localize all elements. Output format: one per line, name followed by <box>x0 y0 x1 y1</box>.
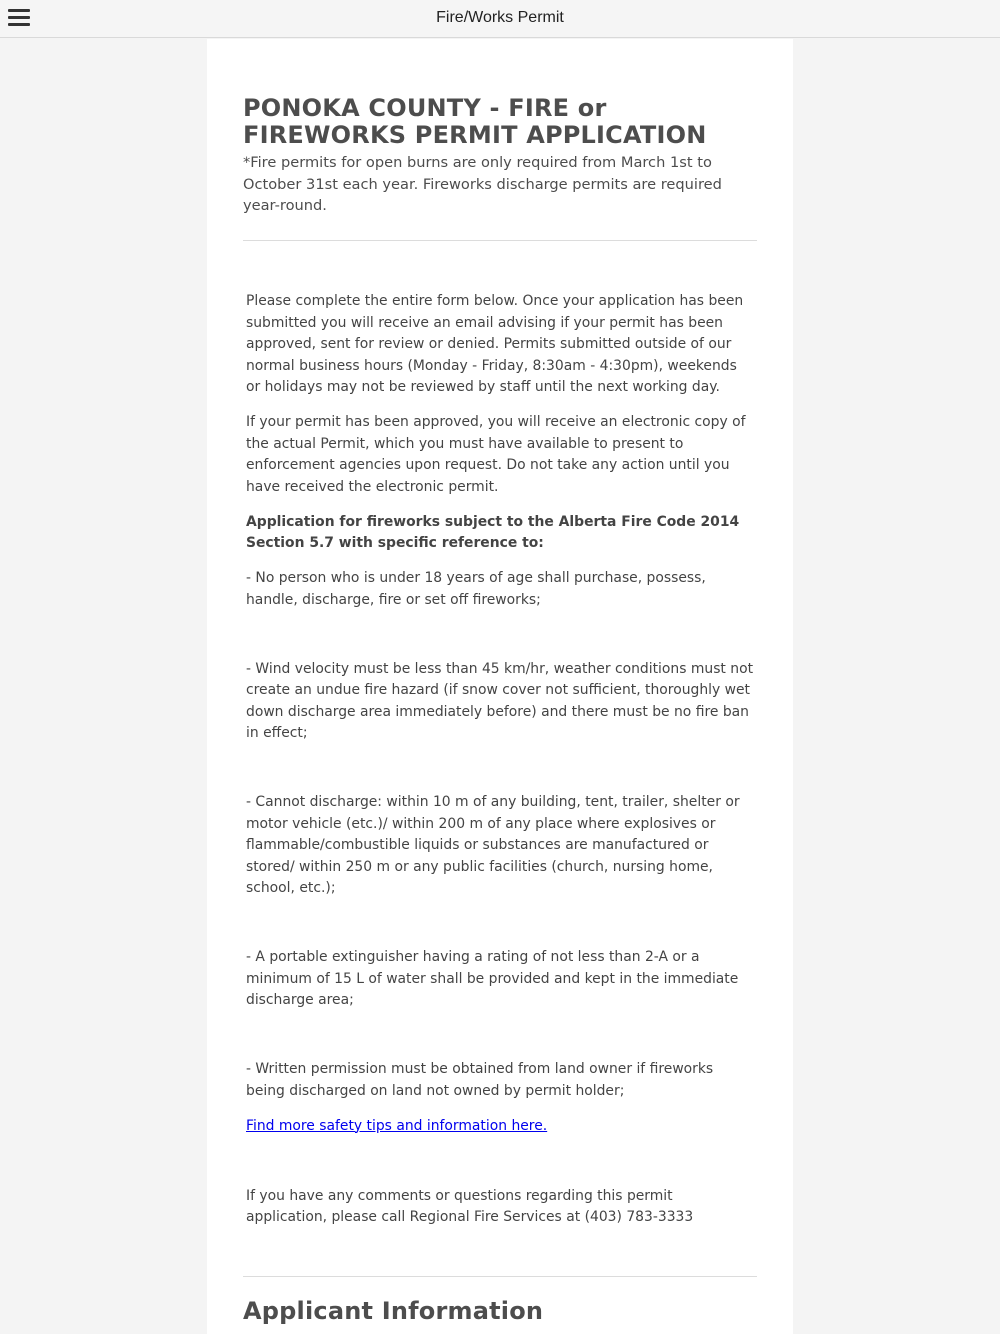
intro-paragraph-1: Please complete the entire form below. Once your application has been submitted you will receive an email advising if your permit has been approved, sent for review or denied. Permits submitted outside of our normal business hours (Monday - Friday, 8:30am - 4:30pm), weekends or holidays may not be reviewed by staff until the next working day. <box>246 293 744 395</box>
header-divider <box>243 240 757 241</box>
form-description <box>246 291 754 1242</box>
section-divider <box>243 1276 757 1277</box>
form-card <box>207 39 793 1334</box>
rule-distance: - Cannot discharge: within 10 m of any building, tent, trailer, shelter or motor vehicle (etc.)/ within 200 m of any place where explosives or flammable/combustible liquids or substances are manufactured or stored/ within 250 m or any public facilities (church, nursing home, school, etc.); <box>246 794 740 896</box>
safety-tips-link[interactable]: Find more safety tips and information here. <box>246 1117 548 1134</box>
page-title: Fire/Works Permit <box>436 9 564 26</box>
intro-paragraph-2: If your permit has been approved, you will receive an electronic copy of the actual Permit, which you must have available to present to enforcement agencies upon request. Do not take any action until you have received the electronic permit. <box>246 414 746 495</box>
rule-wind: - Wind velocity must be less than 45 km/hr, weather conditions must not create an undue fire hazard (if snow cover not sufficient, thoroughly wet down discharge area immediately before) and there must be no fire ban in effect; <box>246 660 754 741</box>
fire-code-heading: Application for fireworks subject to the Alberta Fire Code 2014 Section 5.7 with specific reference to: <box>246 513 740 551</box>
rule-age: - No person who is under 18 years of age shall purchase, possess, handle, discharge, fire or set off fireworks; <box>246 570 706 608</box>
applicant-info-heading: Applicant Information <box>243 1297 544 1325</box>
contact-paragraph: If you have any comments or questions regarding this permit application, please call Regional Fire Services at (403) 783-3333 <box>246 1187 694 1225</box>
form-title: PONOKA COUNTY - FIRE or FIREWORKS PERMIT APPLICATION <box>243 94 707 149</box>
form-subtitle: *Fire permits for open burns are only required from March 1st to October 31st each year. Fireworks discharge permits are required year-round. <box>243 154 722 215</box>
rule-extinguisher: - A portable extinguisher having a rating of not less than 2-A or a minimum of 15 L of water shall be provided and kept in the immediate discharge area; <box>246 949 739 1008</box>
rule-permission: - Written permission must be obtained from land owner if fireworks being discharged on land not owned by permit holder; <box>246 1061 714 1099</box>
top-bar <box>0 0 1000 38</box>
